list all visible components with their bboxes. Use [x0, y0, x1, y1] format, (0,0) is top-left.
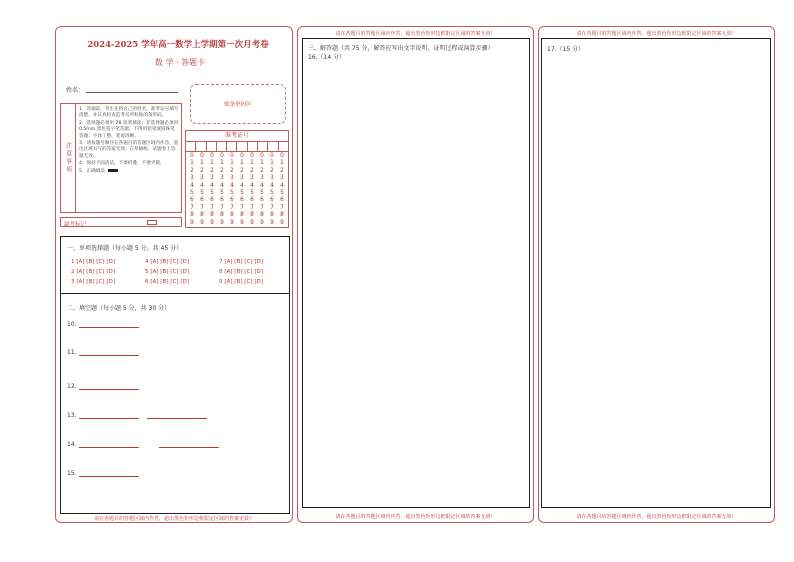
digit-bubble[interactable]: 8 [200, 212, 204, 219]
digit-bubble[interactable]: 2 [220, 167, 224, 174]
digit-bubble[interactable]: 7 [240, 204, 244, 211]
digit-bubble[interactable]: 5 [230, 190, 234, 197]
warning-bottom-right: 请在各题目的答题区域内作答，超出黑色矩形边框限定区域的答案无效！ [576, 514, 737, 520]
digit-bubble[interactable]: 7 [200, 204, 204, 211]
digit-column [277, 153, 287, 227]
digit-columns [186, 152, 288, 227]
name-field[interactable] [86, 92, 178, 93]
digit-bubble[interactable]: 4 [280, 182, 284, 189]
digit-bubble[interactable]: 1 [200, 160, 204, 167]
note-item: 3．请按题号顺序在各题目的答题区域内作答，超出区域书写的答案无效；在草稿纸、试题卷上答题无效。 [79, 141, 179, 159]
digit-bubble[interactable]: 6 [240, 197, 244, 204]
digit-column [217, 153, 227, 227]
digit-bubble[interactable]: 4 [200, 182, 204, 189]
digit-bubble[interactable]: 6 [280, 197, 284, 204]
fill-answer-13a[interactable] [79, 418, 139, 419]
digit-bubble[interactable]: 4 [250, 182, 254, 189]
fill-answer-15[interactable] [79, 476, 139, 477]
digit-bubble[interactable]: 1 [240, 160, 244, 167]
digit-bubble[interactable]: 4 [260, 182, 264, 189]
q16-answer-box[interactable] [302, 38, 530, 508]
digit-bubble[interactable]: 8 [260, 212, 264, 219]
digit-bubble[interactable]: 3 [200, 175, 204, 182]
digit-bubble[interactable]: 5 [190, 190, 194, 197]
fill-number-11: 11. [67, 349, 77, 356]
notes-box [60, 103, 182, 213]
write-cell[interactable] [268, 142, 278, 151]
part1-title: 一、单项选择题（每小题 5 分，共 45 分） [67, 245, 183, 252]
part2-title: 二、填空题（每小题 5 分，共 30 分） [67, 305, 171, 312]
digit-bubble[interactable]: 3 [210, 175, 214, 182]
fill-number-12: 12. [67, 383, 77, 390]
digit-bubble[interactable]: 7 [190, 204, 194, 211]
note-item-fill-sample [79, 169, 179, 175]
digit-bubble[interactable]: 8 [210, 212, 214, 219]
digit-bubble[interactable]: 4 [190, 182, 194, 189]
digit-bubble[interactable]: 9 [220, 219, 224, 226]
digit-bubble[interactable]: 4 [220, 182, 224, 189]
digit-bubble[interactable]: 5 [240, 190, 244, 197]
digit-bubble[interactable]: 6 [260, 197, 264, 204]
digit-bubble[interactable]: 7 [210, 204, 214, 211]
digit-column [247, 153, 257, 227]
absent-mark-label: 缺考标记 [64, 221, 87, 228]
digit-bubble[interactable]: 1 [230, 160, 234, 167]
write-cell[interactable] [186, 142, 196, 151]
digit-bubble[interactable]: 1 [250, 160, 254, 167]
digit-bubble[interactable]: 9 [240, 219, 244, 226]
fill-answer-14a[interactable] [79, 447, 139, 448]
digit-bubble[interactable]: 9 [190, 219, 194, 226]
page-title: 2024-2025 学年高一数学上学期第一次月考卷 [87, 40, 269, 50]
digit-bubble[interactable]: 9 [250, 219, 254, 226]
notes-list [79, 107, 179, 176]
fill-answer-12[interactable] [79, 389, 139, 390]
digit-bubble[interactable]: 5 [270, 190, 274, 197]
digit-bubble[interactable]: 9 [210, 219, 214, 226]
digit-bubble[interactable]: 4 [240, 182, 244, 189]
warning-top-middle: 请在各题目的答题区域内作答，超出黑色矩形边框限定区域的答案无效！ [335, 31, 496, 37]
exam-number-write-row [186, 142, 288, 152]
digit-bubble[interactable]: 8 [240, 212, 244, 219]
digit-bubble[interactable]: 2 [270, 167, 274, 174]
write-cell[interactable] [258, 142, 268, 151]
q16-label: 16.（14 分） [308, 54, 346, 61]
q17-label: 17.（15 分） [547, 46, 585, 53]
digit-bubble[interactable]: 7 [220, 204, 224, 211]
digit-bubble[interactable]: 0 [210, 153, 214, 159]
digit-bubble[interactable]: 0 [260, 153, 264, 159]
digit-bubble[interactable]: 5 [260, 190, 264, 197]
note-item: 2．选择题必须用 2B 铅笔填涂；非选择题必须用 0.5mm 黑色签字笔答题，不得用铅笔或圆珠笔答题；字体工整、笔迹清晰。 [79, 120, 179, 139]
note-item: 4．保持卡面清洁，不要折叠、不要弄破。 [79, 161, 165, 167]
part3-title: 三、解答题（共 75 分，解答应写出文字说明，证明过程或演算步骤） [308, 45, 494, 52]
digit-bubble[interactable]: 3 [280, 175, 284, 182]
write-cell[interactable] [227, 142, 237, 151]
digit-bubble[interactable]: 9 [200, 219, 204, 226]
digit-bubble[interactable]: 7 [250, 204, 254, 211]
write-cell[interactable] [196, 142, 206, 151]
digit-bubble[interactable]: 6 [210, 197, 214, 204]
digit-bubble[interactable]: 0 [270, 153, 274, 159]
digit-bubble[interactable]: 8 [280, 212, 284, 219]
digit-bubble[interactable]: 3 [190, 175, 194, 182]
fill-answer-14b[interactable] [159, 447, 219, 448]
mc-question-2[interactable]: 2 [A] [B] [C] [D] [71, 269, 116, 275]
section-divider [61, 293, 289, 294]
note-item-label: 5．正确填涂 [79, 168, 105, 174]
digit-bubble[interactable]: 8 [220, 212, 224, 219]
warning-top-right: 请在各题目的答题区域内作答，超出黑色矩形边框限定区域的答案无效！ [576, 31, 737, 37]
notes-side-title: 注意事项 [61, 104, 76, 212]
digit-bubble[interactable]: 1 [220, 160, 224, 167]
digit-bubble[interactable]: 3 [260, 175, 264, 182]
digit-bubble[interactable]: 3 [240, 175, 244, 182]
digit-column [227, 153, 237, 227]
fill-number-14: 14. [67, 441, 77, 448]
absent-mark-box[interactable] [147, 220, 157, 225]
digit-bubble[interactable]: 3 [270, 175, 274, 182]
warning-bottom-left: 请在各题目的答题区域内作答，超出黑色矩形边框限定区域的答案无效！ [93, 516, 254, 522]
digit-bubble[interactable]: 1 [190, 160, 194, 167]
mc-question-4[interactable]: 4 [A] [B] [C] [D] [145, 259, 190, 265]
fill-number-10: 10. [67, 321, 77, 328]
warning-bottom-middle: 请在各题目的答题区域内作答，超出黑色矩形边框限定区域的答案无效！ [335, 514, 496, 520]
digit-bubble[interactable]: 9 [280, 219, 284, 226]
digit-bubble[interactable]: 3 [230, 175, 234, 182]
write-cell[interactable] [207, 142, 217, 151]
mc-question-6[interactable]: 6 [A] [B] [C] [D] [145, 279, 190, 285]
digit-bubble[interactable]: 6 [230, 197, 234, 204]
digit-bubble[interactable]: 2 [190, 167, 194, 174]
digit-bubble[interactable]: 9 [260, 219, 264, 226]
barcode-area: 贴条形码区 [190, 84, 286, 124]
digit-bubble[interactable]: 0 [280, 153, 284, 159]
mc-question-9[interactable]: 9 [A] [B] [C] [D] [219, 279, 264, 285]
write-cell[interactable] [279, 142, 288, 151]
digit-column [187, 153, 197, 227]
digit-bubble[interactable]: 5 [210, 190, 214, 197]
digit-bubble[interactable]: 5 [280, 190, 284, 197]
absent-mark-row [60, 217, 182, 227]
digit-bubble[interactable]: 4 [230, 182, 234, 189]
digit-bubble[interactable]: 0 [240, 153, 244, 159]
exam-number-grid [185, 130, 289, 228]
digit-bubble[interactable]: 7 [230, 204, 234, 211]
digit-bubble[interactable]: 2 [280, 167, 284, 174]
digit-bubble[interactable]: 7 [260, 204, 264, 211]
note-item: 1．答题前，考生先将自己的姓名、准考证号填写清楚，并认真检查监考员所粘贴的条形码。 [79, 107, 179, 119]
digit-bubble[interactable]: 2 [210, 167, 214, 174]
page-subtitle: 数 学 · 答题卡 [154, 58, 206, 67]
digit-bubble[interactable]: 8 [230, 212, 234, 219]
fill-answer-13b[interactable] [147, 418, 207, 419]
mc-question-8[interactable]: 8 [A] [B] [C] [D] [219, 269, 264, 275]
digit-bubble[interactable]: 8 [190, 212, 194, 219]
mc-question-7[interactable]: 7 [A] [B] [C] [D] [219, 259, 264, 265]
digit-bubble[interactable]: 5 [220, 190, 224, 197]
digit-bubble[interactable]: 2 [250, 167, 254, 174]
digit-bubble[interactable]: 8 [270, 212, 274, 219]
exam-number-title: 准考证号 [186, 131, 288, 142]
digit-column [197, 153, 207, 227]
digit-bubble[interactable]: 0 [220, 153, 224, 159]
fill-number-13: 13. [67, 412, 77, 419]
digit-bubble[interactable]: 3 [250, 175, 254, 182]
digit-bubble[interactable]: 0 [230, 153, 234, 159]
digit-bubble[interactable]: 2 [200, 167, 204, 174]
digit-bubble[interactable]: 4 [210, 182, 214, 189]
digit-bubble[interactable]: 9 [270, 219, 274, 226]
write-cell[interactable] [248, 142, 258, 151]
fill-answer-11[interactable] [79, 355, 139, 356]
digit-bubble[interactable]: 1 [270, 160, 274, 167]
digit-bubble[interactable]: 6 [220, 197, 224, 204]
digit-bubble[interactable]: 6 [200, 197, 204, 204]
digit-bubble[interactable]: 5 [250, 190, 254, 197]
digit-bubble[interactable]: 2 [260, 167, 264, 174]
digit-bubble[interactable]: 0 [200, 153, 204, 159]
write-cell[interactable] [217, 142, 227, 151]
digit-bubble[interactable]: 8 [250, 212, 254, 219]
digit-column [207, 153, 217, 227]
digit-column [237, 153, 247, 227]
digit-bubble[interactable]: 2 [240, 167, 244, 174]
mc-question-5[interactable]: 5 [A] [B] [C] [D] [145, 269, 190, 275]
digit-bubble[interactable]: 3 [220, 175, 224, 182]
filled-mark-sample [108, 169, 118, 172]
digit-bubble[interactable]: 0 [190, 153, 194, 159]
digit-bubble[interactable]: 1 [280, 160, 284, 167]
digit-column [257, 153, 267, 227]
digit-bubble[interactable]: 2 [230, 167, 234, 174]
digit-bubble[interactable]: 1 [260, 160, 264, 167]
fill-number-15: 15. [67, 470, 77, 477]
q17-answer-box[interactable] [541, 38, 771, 508]
digit-bubble[interactable]: 6 [250, 197, 254, 204]
digit-bubble[interactable]: 6 [270, 197, 274, 204]
name-label: 姓名： [66, 87, 85, 94]
digit-bubble[interactable]: 6 [190, 197, 194, 204]
digit-bubble[interactable]: 7 [280, 204, 284, 211]
mc-question-1[interactable]: 1 [A] [B] [C] [D] [71, 259, 116, 265]
fill-answer-10[interactable] [79, 327, 139, 328]
mc-question-3[interactable]: 3 [A] [B] [C] [D] [71, 279, 116, 285]
digit-bubble[interactable]: 7 [270, 204, 274, 211]
digit-column [267, 153, 277, 227]
digit-bubble[interactable]: 9 [230, 219, 234, 226]
digit-bubble[interactable]: 1 [210, 160, 214, 167]
answer-box [60, 236, 290, 514]
write-cell[interactable] [237, 142, 247, 151]
digit-bubble[interactable]: 4 [270, 182, 274, 189]
digit-bubble[interactable]: 0 [250, 153, 254, 159]
digit-bubble[interactable]: 5 [200, 190, 204, 197]
